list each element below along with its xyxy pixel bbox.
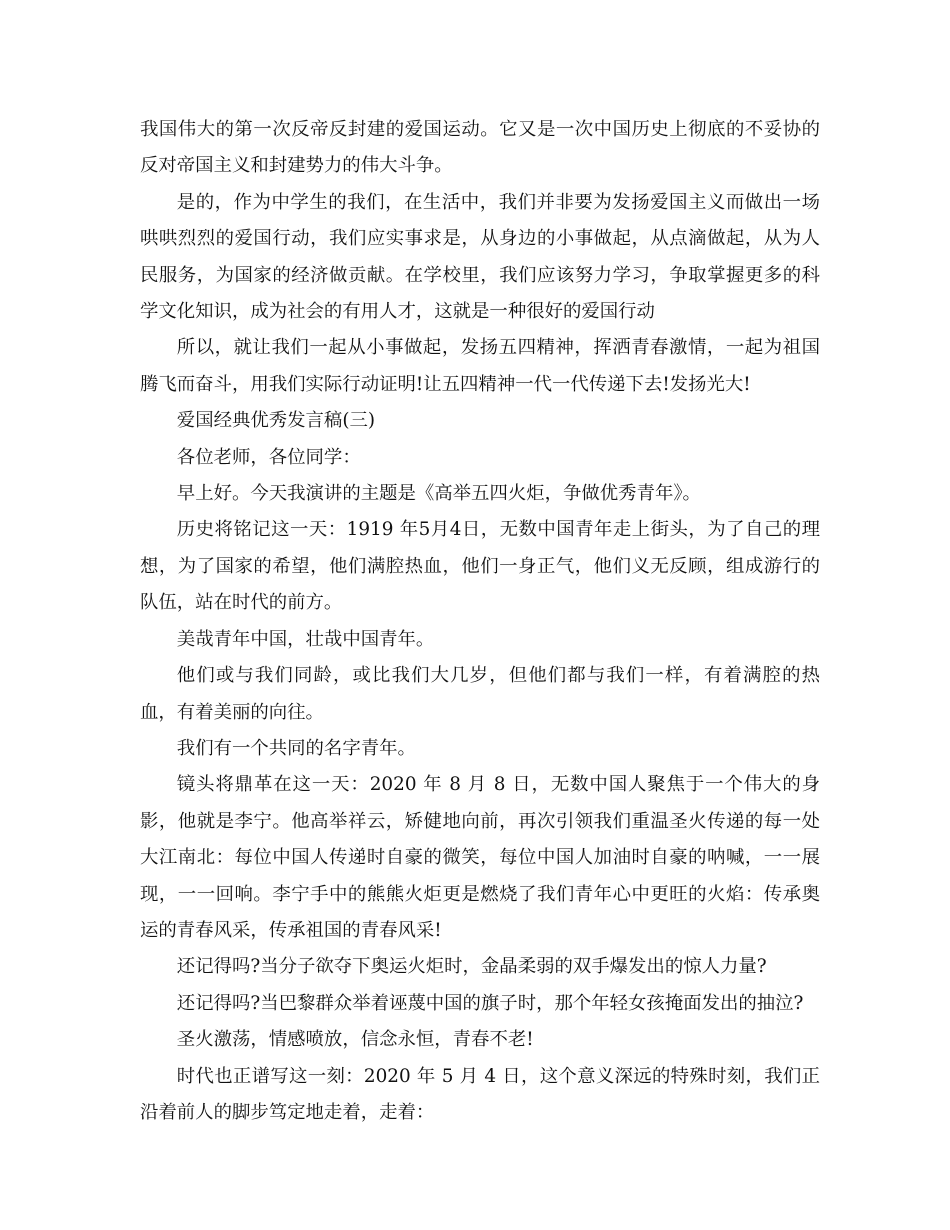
section-heading: 爱国经典优秀发言稿(三) bbox=[176, 410, 376, 432]
paragraph: 所以，就让我们一起从小事做起，发扬五四精神，挥洒青春激情，一起为祖国腾飞而奋斗，用我们实际行动证明!让五四精神一代一代传递下去!发扬光大! bbox=[140, 337, 820, 395]
paragraph: 还记得吗?当分子欲夺下奥运火炬时，金晶柔弱的双手爆发出的惊人力量? bbox=[176, 956, 767, 978]
salutation: 各位老师，各位同学： bbox=[176, 446, 361, 468]
paragraph: 圣火激荡，情感喷放，信念永恒，青春不老! bbox=[176, 1029, 534, 1051]
paragraph: 历史将铭记这一天：1919 年5月4日，无数中国青年走上街头，为了自己的理想，为了国家的希望，他们满腔热血，他们一身正气，他们义无反顾，组成游行的队伍，站在时代的前方。 bbox=[140, 519, 820, 614]
paragraph: 我国伟大的第一次反帝反封建的爱国运动。它又是一次中国历史上彻底的不妥协的反对帝国主义和封建势力的伟大斗争。 bbox=[140, 119, 820, 177]
paragraph: 美哉青年中国，壮哉中国青年。 bbox=[176, 628, 435, 650]
paragraph: 还记得吗?当巴黎群众举着诬蔑中国的旗子时，那个年轻女孩掩面发出的抽泣? bbox=[176, 992, 804, 1014]
paragraph: 时代也正谱写这一刻：2020 年 5 月 4 日，这个意义深远的特殊时刻，我们正沿着前人的脚步笃定地走着，走着： bbox=[140, 1065, 820, 1123]
document-body bbox=[140, 112, 820, 1131]
paragraph: 他们或与我们同龄，或比我们大几岁，但他们都与我们一样，有着满腔的热血，有着美丽的向往。 bbox=[140, 665, 820, 723]
paragraph: 是的，作为中学生的我们，在生活中，我们并非要为发扬爱国主义而做出一场哄哄烈烈的爱国行动，我们应实事求是，从身边的小事做起，从点滴做起，从为人民服务，为国家的经济做贡献。在学校里，我们应该努力学习，争取掌握更多的科学文化知识，成为社会的有用人才，这就是一种很好的爱国行动 bbox=[140, 191, 820, 323]
paragraph: 镜头将鼎革在这一天：2020 年 8 月 8 日，无数中国人聚焦于一个伟大的身影，他就是李宁。他高举祥云，矫健地向前，再次引领我们重温圣火传递的每一处大江南北：每位中国人传递时自豪的微笑，每位中国人加油时自豪的呐喊，一一展现，一一回响。李宁手中的熊熊火炬更是燃烧了我们青年心中更旺的火焰：传承奥运的青春风采，传承祖国的青春风采! bbox=[140, 774, 820, 941]
paragraph: 早上好。今天我演讲的主题是《高举五四火炬，争做优秀青年》。 bbox=[176, 483, 701, 505]
paragraph: 我们有一个共同的名字青年。 bbox=[176, 737, 416, 759]
